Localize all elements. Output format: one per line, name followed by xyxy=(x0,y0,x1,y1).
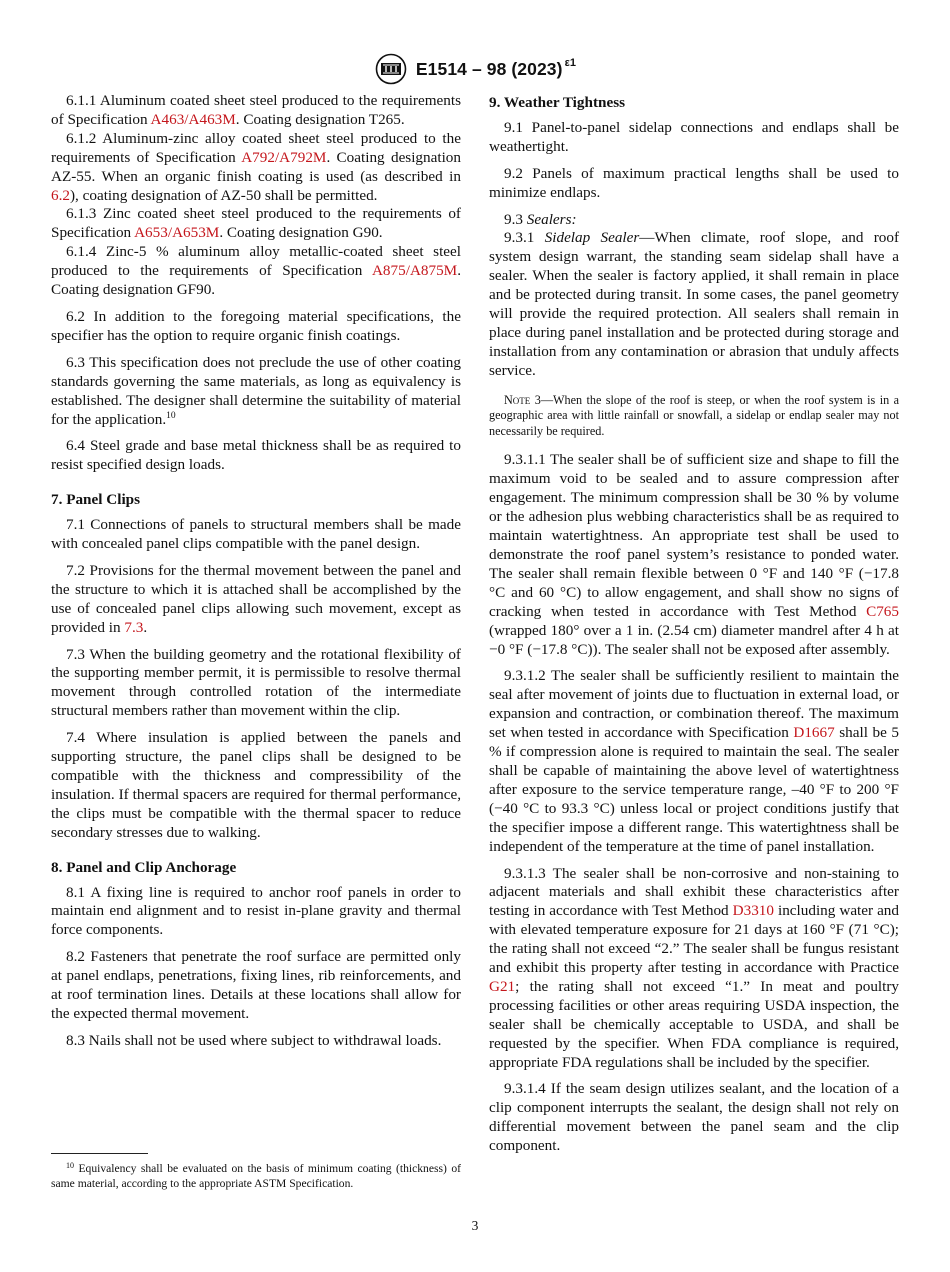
paragraph-8-3: 8.3 Nails shall not be used where subject to withdrawal loads. xyxy=(66,1031,442,1049)
paragraph-6-1-4: 6.1.4 Zinc-5 % aluminum alloy metallic-coated sheet steel produced to the requirements of Specification A875/A875M. Coating designation GF90. xyxy=(51,243,461,299)
paragraph-7-4: 7.4 Where insulation is applied between the panels and supporting structure, the panel clips shall be designed to be compatible with the thickness and compressibility of the insulation. If thermal spacers are required for thermal performance, the clips must be compatible with the thermal spacer to reduce secondary stresses due to walking. xyxy=(51,729,461,841)
link-c765[interactable]: C765 xyxy=(866,602,899,620)
link-d3310[interactable]: D3310 xyxy=(732,902,774,920)
link-a792[interactable]: A792/A792M xyxy=(241,148,327,166)
footnote-divider xyxy=(51,1153,148,1154)
paragraph-8-1: 8.1 A fixing line is required to anchor roof panels in order to maintain end alignment and to resist in-plane gravity and thermal force components. xyxy=(51,883,461,939)
right-column xyxy=(489,92,899,1156)
paragraph-6-1-1: 6.1.1 Aluminum coated sheet steel produced to the requirements of Specification A463/A463M. Coating designation T265. xyxy=(51,92,461,128)
section-heading-7: 7. Panel Clips xyxy=(51,491,141,509)
paragraph-9-3: 9.3 Sealers: xyxy=(504,210,577,228)
paragraph-6-1-2: 6.1.2 Aluminum-zinc alloy coated sheet steel produced to the requirements of Specification A792/A792M. Coating designation AZ-55. When an organic finish coating is used (as described in 6.2), coating designation of AZ-50 shall be permitted. xyxy=(51,129,461,204)
page-number: 3 xyxy=(471,1218,479,1233)
note-3: Note 3—When the slope of the roof is steep, or when the roof system is in a geographic area with little rainfall or snowfall, a sidelap or endlap sealer may not necessarily be required. xyxy=(489,392,900,438)
link-g21[interactable]: G21 xyxy=(489,977,516,995)
paragraph-9-3-1: 9.3.1 Sidelap Sealer—When climate, roof slope, and roof system design warrant, the standing seam sidelap shall have a sealer. When the sealer is factory applied, it shall remain in place and be protected during transit. In some cases, the panel geometry will provide the required protection. All sealers shall remain in place during panel installation and be protected during storage and installation from any contamination or abrasion that unduly affects service. xyxy=(489,229,900,379)
standard-number: E1514 – 98 (2023) $^{\varepsilon 1}$ xyxy=(415,56,577,79)
paragraph-9-3-1-4: 9.3.1.4 If the seam design utilizes sealant, and the location of a clip component interrupts the sealant, the design shall not rely on differential movement between the panel seam and the clip component. xyxy=(489,1080,899,1155)
paragraph-8-2: 8.2 Fasteners that penetrate the roof surface are permitted only at panel endlaps, penetrations, fixing lines, rib reinforcements, and at roof termination lines. Details at these locations shall allow for the expected thermal movement. xyxy=(51,948,461,1022)
link-a875[interactable]: A875/A875M xyxy=(371,262,458,280)
astm-logo-icon xyxy=(374,53,408,85)
section-heading-8: 8. Panel and Clip Anchorage xyxy=(51,858,237,876)
paragraph-6-2: 6.2 In addition to the foregoing material specifications, the specifier has the option to require organic finish coatings. xyxy=(51,307,461,344)
footnote-10: $^{10}$ Equivalency shall be evaluated on the basis of minimum coating (thickness) of same material, according to the appropriate ASTM Specification. xyxy=(51,1161,461,1191)
link-a463[interactable]: A463/A463M xyxy=(150,110,236,128)
link-section-6-2[interactable]: 6.2 xyxy=(51,186,70,204)
link-d1667[interactable]: D1667 xyxy=(793,724,835,742)
paragraph-7-3: 7.3 When the building geometry and the rotational flexibility of the supporting member permit, it is permissible to resolve thermal movement through controlled rotation of the intermediate structural members rather than movement within the clip. xyxy=(51,645,461,720)
paragraph-9-1: 9.1 Panel-to-panel sidelap connections and endlaps shall be weathertight. xyxy=(489,118,899,155)
paragraph-9-2: 9.2 Panels of maximum practical lengths shall be used to minimize endlaps. xyxy=(489,164,899,201)
left-column xyxy=(51,92,461,1051)
section-heading-9: 9. Weather Tightness xyxy=(489,94,626,111)
paragraph-6-4: 6.4 Steel grade and base metal thickness shall be as required to resist specified design loads. xyxy=(51,437,461,474)
document-header xyxy=(0,52,950,86)
link-section-7-3[interactable]: 7.3 xyxy=(124,618,144,636)
footnote-ref-10[interactable]: 10 xyxy=(166,410,176,421)
link-a653[interactable]: A653/A653M xyxy=(134,224,220,242)
paragraph-9-3-1-1: 9.3.1.1 The sealer shall be of sufficient size and shape to fill the maximum void to be sealed and to assure compression after engagement. The minimum compression shall be 30 % by volume or the adhesion plus webbing characteristics shall be as required to maintain watertightness. An appropriate test shall be used to demonstrate the roof panel system’s resistance to ponded water. The sealer shall remain flexible between 0 °F and 140 °F (−17.8 °C and 60 °C) to allow engagement, and shall show no signs of cracking when tested in accordance with Test Method C765 (wrapped 180° over a 1 in. (2.54 cm) diameter mandrel after 4 h at −0 °F (−17.8 °C)). The sealer shall not be exposed after assembly. xyxy=(489,451,899,658)
paragraph-9-3-1-2: 9.3.1.2 The sealer shall be sufficiently resilient to maintain the seal after movement of joints due to fluctuation in external load, or expansion and contraction, or combination thereof. The maximum set when tested in accordance with Specification D1667 shall be 5 % if compression alone is required to maintain the seal. The sealer shall be capable of maintaining the above level of watertightness after exposure to the service temperature range, –40 °F to 200 °F (−40 °C to 93.3 °C) unless local or project conditions justify that the specifier impose a different range. This watertightness shall be independent of the temperature at the time of panel installation. xyxy=(489,667,899,855)
paragraph-7-2: 7.2 Provisions for the thermal movement between the panel and the structure to which it is attached shall be accomplished by the use of concealed panel clips allowing such movement, except as provided in 7.3. xyxy=(51,561,461,636)
paragraph-6-1-3: 6.1.3 Zinc coated sheet steel produced to the requirements of Specification A653/A653M. Coating designation G90. xyxy=(51,205,461,242)
paragraph-6-3: 6.3 This specification does not preclude the use of other coating standards governing the same materials, as long as equivalency is established. The designer shall determine the suitability of material for the application.$^{10}$ xyxy=(51,353,461,428)
paragraph-9-3-1-3: 9.3.1.3 The sealer shall be non-corrosive and non-staining to adjacent materials and shall exhibit these characteristics after testing in accordance with Test Method D3310 including water and with elevated temperature exposure for 21 days at 160 °F (71 °C); the rating shall not exceed “2.” The sealer shall be fungus resistant and exhibit this property after testing in accordance with Practice G21; the rating shall not exceed “1.” In meat and poultry processing facilities or other areas requiring USDA inspection, the sealer shall be chemically acceptable to USDA, and shall be requested by the specifier. When FDA compliance is required, appropriate FDA regulations shall be included by the specifier. xyxy=(489,864,899,1071)
paragraph-7-1: 7.1 Connections of panels to structural members shall be made with concealed panel clips compatible with the panel design. xyxy=(51,516,461,553)
